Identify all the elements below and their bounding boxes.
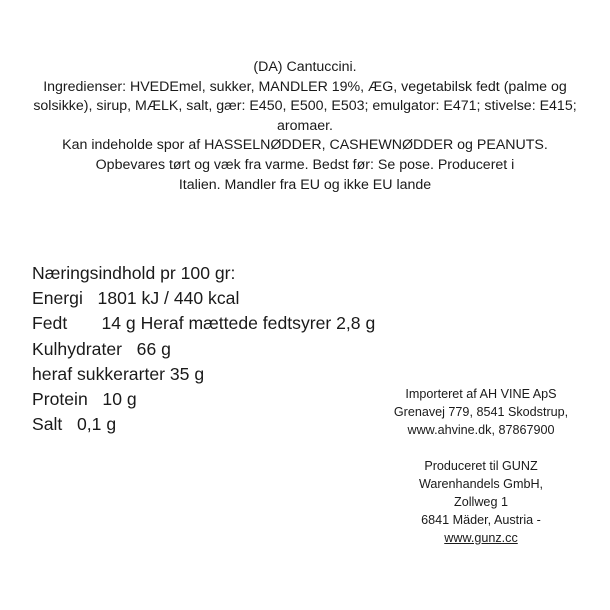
salt-value: 0,1 g (77, 414, 117, 435)
nutrition-table (32, 261, 412, 437)
carbs-value: 66 g (136, 338, 171, 359)
salt-label: Salt (32, 414, 63, 435)
producer-website-link[interactable]: www.gunz.cc (444, 531, 518, 545)
nutrition-row-sugars: heraf sukkerarter 35 g (32, 363, 205, 384)
storage-info: Opbevares tørt og væk fra varme. Bedst før: Se pose. Produceret i (95, 156, 515, 173)
energy-value: 1801 kJ / 440 kcal (97, 288, 240, 309)
allergen-warning: Kan indeholde spor af HASSELNØDDER, CASHEWNØDDER og PEANUTS. (62, 137, 548, 154)
ingredients-block (4, 58, 606, 195)
importer-address: Grenavej 779, 8541 Skodstrup, (393, 405, 569, 419)
origin-info: Italien. Mandler fra EU og ikke EU lande (178, 176, 432, 193)
ingredients-line: aromaer. (277, 117, 333, 134)
fat-value: 14 g Heraf mættede fedtsyrer 2,8 g (101, 313, 376, 334)
product-title: (DA) Cantuccini. (253, 59, 357, 75)
fat-label: Fedt (32, 313, 68, 334)
producer-company: Warenhandels GmbH, (418, 477, 544, 491)
energy-label: Energi (32, 288, 83, 309)
nutrition-row-carbs (32, 337, 412, 362)
producer-info (368, 457, 594, 547)
ingredients-line: solsikke), sirup, MÆLK, salt, gær: E450, E500, E503; emulgator: E471; stivelse: E415; (33, 98, 577, 115)
nutrition-row-energy (32, 286, 412, 311)
nutrition-row-protein (32, 387, 412, 412)
nutrition-heading: Næringsindhold pr 100 gr: (32, 263, 236, 283)
nutrition-row-fat (32, 311, 412, 336)
carbs-label: Kulhydrater (32, 338, 122, 359)
ingredients-line: Ingredienser: HVEDEmel, sukker, MANDLER 19%, ÆG, vegetabilsk fedt (palme og (43, 78, 567, 95)
importer-contact: www.ahvine.dk, 87867900 (407, 423, 555, 437)
producer-street: Zollweg 1 (454, 495, 508, 509)
producer-city: 6841 Mäder, Austria - (421, 513, 541, 527)
producer-name: Produceret til GUNZ (424, 459, 538, 473)
nutrition-row-salt (32, 412, 412, 437)
protein-value: 10 g (102, 389, 137, 410)
importer-info (368, 385, 594, 439)
protein-label: Protein (32, 389, 88, 410)
importer-name: Importeret af AH VINE ApS (405, 387, 557, 401)
